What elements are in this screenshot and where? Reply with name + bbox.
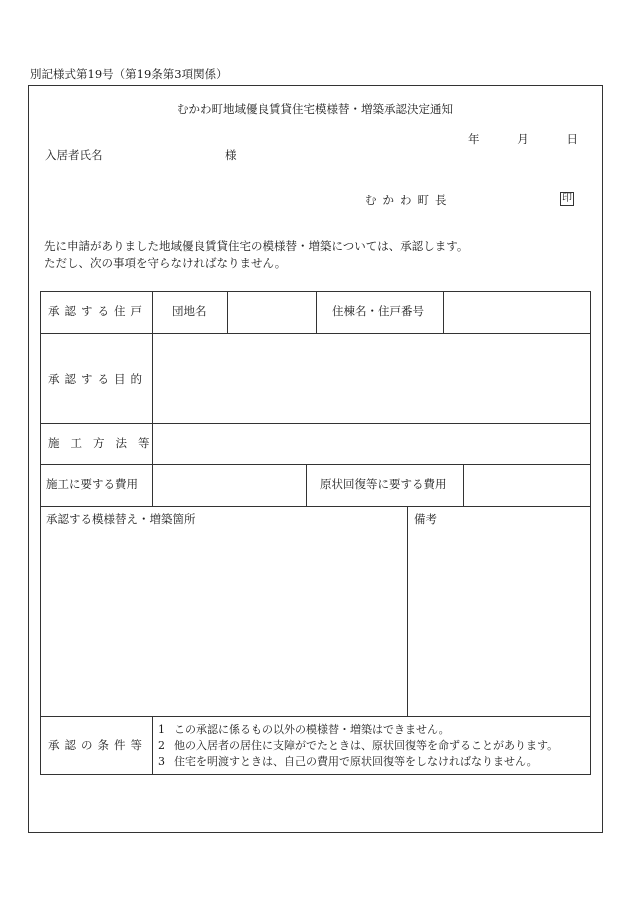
label-column-divider bbox=[152, 716, 153, 775]
row-divider bbox=[40, 333, 591, 334]
column-divider bbox=[227, 291, 228, 333]
purpose-label: 承認する目的 bbox=[48, 372, 147, 386]
condition-item bbox=[158, 756, 538, 767]
condition-number: 1 bbox=[158, 723, 165, 736]
modification-location-label: 承認する模様替え・増築箇所 bbox=[46, 512, 196, 526]
document-title: むかわ町地域優良賃貸住宅模様替・増築承認決定通知 bbox=[177, 102, 453, 116]
seal-mark: 印 bbox=[562, 193, 572, 204]
remarks-label: 備考 bbox=[414, 512, 437, 526]
row-divider bbox=[40, 716, 591, 717]
row-divider bbox=[40, 506, 591, 507]
housing-label: 承認する住戸 bbox=[48, 304, 147, 318]
form-number-label: 別記様式第19号（第19条第3項関係） bbox=[30, 67, 228, 81]
building-number-label: 住棟名・住戸番号 bbox=[332, 304, 424, 318]
notice-body-line-2: ただし、次の事項を守らなければなりません。 bbox=[44, 256, 287, 270]
row-divider bbox=[40, 423, 591, 424]
complex-name-label: 団地名 bbox=[172, 304, 207, 318]
row-divider bbox=[40, 464, 591, 465]
remarks-divider bbox=[407, 506, 408, 716]
date-line bbox=[468, 134, 578, 146]
condition-number: 3 bbox=[158, 755, 165, 768]
label-column-divider bbox=[152, 291, 153, 506]
condition-text: 住宅を明渡すときは、自己の費用で原状回復等をしなければなりません。 bbox=[174, 755, 538, 768]
condition-number: 2 bbox=[158, 739, 165, 752]
date-year-label: 年 bbox=[468, 132, 480, 146]
recipient-honorific: 様 bbox=[225, 148, 237, 162]
date-day-label: 日 bbox=[566, 132, 578, 146]
column-divider bbox=[463, 464, 464, 506]
restoration-cost-label: 原状回復等に要する費用 bbox=[320, 477, 447, 491]
construction-cost-label: 施工に要する費用 bbox=[46, 477, 138, 491]
condition-text: 他の入居者の居住に支障がでたときは、原状回復等を命ずることがあります。 bbox=[174, 739, 559, 752]
issuer-name: むかわ町長 bbox=[365, 193, 453, 207]
recipient-name-label: 入居者氏名 bbox=[45, 148, 103, 162]
conditions-label: 承認の条件等 bbox=[48, 738, 147, 752]
condition-text: この承認に係るもの以外の模様替・増築はできません。 bbox=[174, 723, 450, 736]
condition-item bbox=[158, 740, 558, 751]
construction-method-label: 施工方法等 bbox=[48, 436, 161, 450]
condition-item bbox=[158, 724, 450, 735]
form-table-border bbox=[40, 291, 591, 775]
notice-body-line-1: 先に申請がありました地域優良賃貸住宅の模様替・増築については、承認します。 bbox=[44, 239, 469, 253]
column-divider bbox=[316, 291, 317, 333]
column-divider bbox=[306, 464, 307, 506]
date-month-label: 月 bbox=[517, 132, 529, 146]
column-divider bbox=[443, 291, 444, 333]
